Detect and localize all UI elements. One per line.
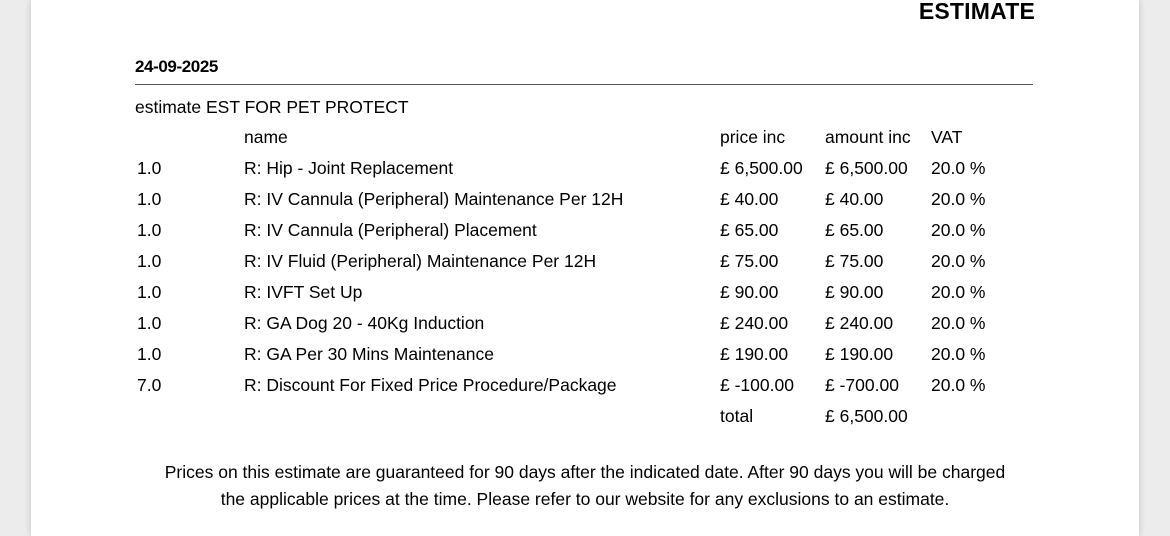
row-vat: 20.0 %	[931, 158, 986, 178]
row-price: £ -100.00	[720, 375, 794, 395]
estimate-reference: estimate EST FOR PET PROTECT	[135, 97, 409, 117]
row-amount: £ 240.00	[825, 313, 894, 333]
table-row	[135, 277, 1011, 308]
row-qty: 1.0	[137, 313, 162, 333]
row-amount: £ 40.00	[825, 189, 884, 209]
row-vat: 20.0 %	[931, 220, 986, 240]
row-qty: 1.0	[137, 158, 162, 178]
row-qty: 1.0	[137, 251, 162, 271]
column-header-vat: VAT	[931, 127, 963, 147]
document-title: ESTIMATE	[918, 0, 1035, 24]
row-price: £ 6,500.00	[720, 158, 803, 178]
row-vat: 20.0 %	[931, 313, 986, 333]
total-row	[135, 401, 1011, 432]
table-row	[135, 308, 1011, 339]
row-name: R: IVFT Set Up	[244, 282, 363, 302]
row-name: R: IV Cannula (Peripheral) Placement	[244, 220, 537, 240]
row-amount: £ 75.00	[825, 251, 884, 271]
column-header-amount: amount inc	[825, 127, 911, 147]
row-name: R: Discount For Fixed Price Procedure/Package	[244, 375, 617, 395]
table-row	[135, 184, 1011, 215]
row-qty: 1.0	[137, 344, 162, 364]
row-amount: £ 6,500.00	[825, 158, 908, 178]
estimate-date: 24-09-2025	[135, 57, 218, 76]
row-name: R: GA Per 30 Mins Maintenance	[244, 344, 494, 364]
row-qty: 1.0	[137, 282, 162, 302]
table-row	[135, 215, 1011, 246]
row-qty: 1.0	[137, 189, 162, 209]
row-qty: 1.0	[137, 220, 162, 240]
row-price: £ 90.00	[720, 282, 779, 302]
row-vat: 20.0 %	[931, 282, 986, 302]
row-amount: £ 90.00	[825, 282, 884, 302]
validity-note-line-2: the applicable prices at the time. Please refer to our website for any exclusions to an estimate.	[220, 489, 950, 509]
row-price: £ 65.00	[720, 220, 779, 240]
row-name: R: IV Fluid (Peripheral) Maintenance Per 12H	[244, 251, 597, 271]
row-name: R: IV Cannula (Peripheral) Maintenance Per 12H	[244, 189, 624, 209]
row-price: £ 40.00	[720, 189, 779, 209]
table-row	[135, 339, 1011, 370]
table-row	[135, 153, 1011, 184]
row-price: £ 75.00	[720, 251, 779, 271]
validity-note	[131, 459, 1039, 513]
estimate-page	[31, 0, 1139, 536]
table-row	[135, 246, 1011, 277]
row-amount: £ 65.00	[825, 220, 884, 240]
total-value: £ 6,500.00	[825, 406, 908, 426]
validity-note-line-1: Prices on this estimate are guaranteed for 90 days after the indicated date. After 90 days you will be charged	[164, 462, 1006, 482]
column-header-qty	[135, 122, 244, 153]
total-label: total	[720, 406, 754, 426]
row-amount: £ 190.00	[825, 344, 894, 364]
table-header-row	[135, 122, 1011, 153]
row-vat: 20.0 %	[931, 375, 986, 395]
table-row	[135, 370, 1011, 401]
row-amount: £ -700.00	[825, 375, 899, 395]
column-header-price: price inc	[720, 127, 786, 147]
row-vat: 20.0 %	[931, 189, 986, 209]
header-divider	[135, 84, 1033, 85]
row-price: £ 190.00	[720, 344, 789, 364]
row-vat: 20.0 %	[931, 251, 986, 271]
row-qty: 7.0	[137, 375, 162, 395]
row-vat: 20.0 %	[931, 344, 986, 364]
column-header-name: name	[244, 127, 288, 147]
line-items-table	[135, 122, 1011, 432]
row-name: R: Hip - Joint Replacement	[244, 158, 454, 178]
row-price: £ 240.00	[720, 313, 789, 333]
row-name: R: GA Dog 20 - 40Kg Induction	[244, 313, 485, 333]
